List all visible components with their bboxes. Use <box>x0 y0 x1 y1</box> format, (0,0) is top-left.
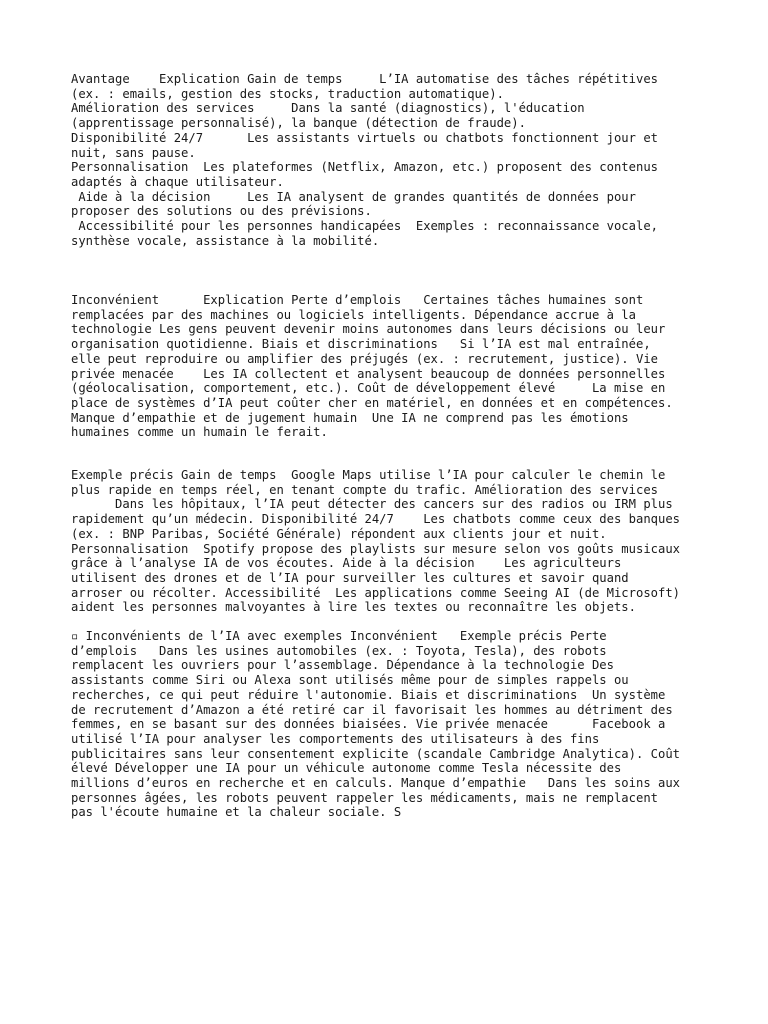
inconvenients-section <box>71 293 711 440</box>
text-line: adaptés à chaque utilisateur. <box>71 174 284 189</box>
text-line: pas l'écoute humaine et la chaleur sociale. S <box>71 805 402 820</box>
text-line: organisation quotidienne. Biais et discriminations Si l’IA est mal entraînée, <box>71 337 651 352</box>
text-line: ▫ Inconvénients de l’IA avec exemples Inconvénient Exemple précis Perte <box>71 629 607 643</box>
text-line: publicitaires sans leur consentement explicite (scandale Cambridge Analytica). Coût <box>71 746 681 761</box>
text-line: aident les personnes malvoyantes à lire les textes ou reconnaître les objets. <box>71 600 636 615</box>
text-line: plus rapide en temps réel, en tenant compte du trafic. Amélioration des services <box>71 482 658 497</box>
exemples-section <box>71 468 711 615</box>
text-line: utilisent des drones et de l’IA pour surveiller les cultures et savoir quand <box>71 570 629 585</box>
text-line: elle peut reproduire ou amplifier des préjugés (ex. : recrutement, justice). Vie <box>71 351 658 366</box>
text-line: personnes âgées, les robots peuvent rappeler les médicaments, mais ne remplacent <box>71 790 658 805</box>
text-line: remplacées par des machines ou logiciels intelligents. Dépendance accrue à la <box>71 307 636 322</box>
text-line: Amélioration des services Dans la santé (diagnostics), l'éducation <box>71 101 585 116</box>
text-line: Aide à la décision Les IA analysent de grandes quantités de données pour <box>71 189 636 204</box>
text-line: Inconvénient Explication Perte d’emplois Certaines tâches humaines sont <box>71 293 644 307</box>
text-line: Avantage Explication Gain de temps L’IA automatise des tâches répétitives <box>71 72 658 86</box>
text-line: élevé Développer une IA pour un véhicule autonome comme Tesla nécessite des <box>71 761 622 776</box>
text-line: humaines comme un humain le ferait. <box>71 425 328 440</box>
text-line: technologie Les gens peuvent devenir moins autonomes dans leurs décisions ou leur <box>71 322 666 337</box>
text-line: (apprentissage personnalisé), la banque (détection de fraude). <box>71 116 526 131</box>
text-line: place de systèmes d’IA peut coûter cher en matériel, en données et en compétences. <box>71 395 673 410</box>
text-line: proposer des solutions ou des prévisions. <box>71 204 372 219</box>
text-line: millions d’euros en recherche et en calculs. Manque d’empathie Dans les soins aux <box>71 776 681 791</box>
text-line: assistants comme Siri ou Alexa sont utilisés même pour de simples rappels ou <box>71 673 629 688</box>
text-line: nuit, sans pause. <box>71 145 196 160</box>
text-line: (ex. : BNP Paribas, Société Générale) répondent aux clients jour et nuit. <box>71 526 607 541</box>
text-line: Exemple précis Gain de temps Google Maps utilise l’IA pour calculer le chemin le <box>71 468 666 482</box>
text-line: Dans les hôpitaux, l’IA peut détecter des cancers sur des radios ou IRM plus <box>71 497 673 512</box>
text-line: (ex. : emails, gestion des stocks, traduction automatique). <box>71 86 504 101</box>
text-line: synthèse vocale, assistance à la mobilité. <box>71 233 380 248</box>
text-line: rapidement qu’un médecin. Disponibilité 24/7 Les chatbots comme ceux des banques <box>71 512 681 527</box>
text-line: de recrutement d’Amazon a été retiré car il favorisait les hommes au détriment des <box>71 702 673 717</box>
text-line: Personnalisation Spotify propose des playlists sur mesure selon vos goûts musicaux <box>71 541 681 556</box>
text-line: Personnalisation Les plateformes (Netflix, Amazon, etc.) proposent des contenus <box>71 160 658 175</box>
text-line: d’emplois Dans les usines automobiles (ex. : Toyota, Tesla), des robots <box>71 643 607 658</box>
text-line: Disponibilité 24/7 Les assistants virtuels ou chatbots fonctionnent jour et <box>71 130 658 145</box>
text-line: utilisé l’IA pour analyser les comportements des utilisateurs à des fins <box>71 731 600 746</box>
text-line: Accessibilité pour les personnes handicapées Exemples : reconnaissance vocale, <box>71 219 658 234</box>
text-line: recherches, ce qui peut réduire l'autonomie. Biais et discriminations Un système <box>71 687 666 702</box>
text-line: (géolocalisation, comportement, etc.). Coût de développement élevé La mise en <box>71 381 666 396</box>
avantages-section <box>71 72 711 248</box>
text-line: femmes, en se basant sur des données biaisées. Vie privée menacée Facebook a <box>71 717 666 732</box>
text-line: privée menacée Les IA collectent et analysent beaucoup de données personnelles <box>71 366 666 381</box>
text-line: Manque d’empathie et de jugement humain Une IA ne comprend pas les émotions <box>71 410 629 425</box>
text-line: arroser ou récolter. Accessibilité Les applications comme Seeing AI (de Microsoft) <box>71 585 681 600</box>
text-line: remplacent les ouvriers pour l’assemblage. Dépendance à la technologie Des <box>71 658 614 673</box>
text-line: grâce à l’analyse IA de vos écoutes. Aide à la décision Les agriculteurs <box>71 556 622 571</box>
inconvenients-exemples-section <box>71 629 711 820</box>
